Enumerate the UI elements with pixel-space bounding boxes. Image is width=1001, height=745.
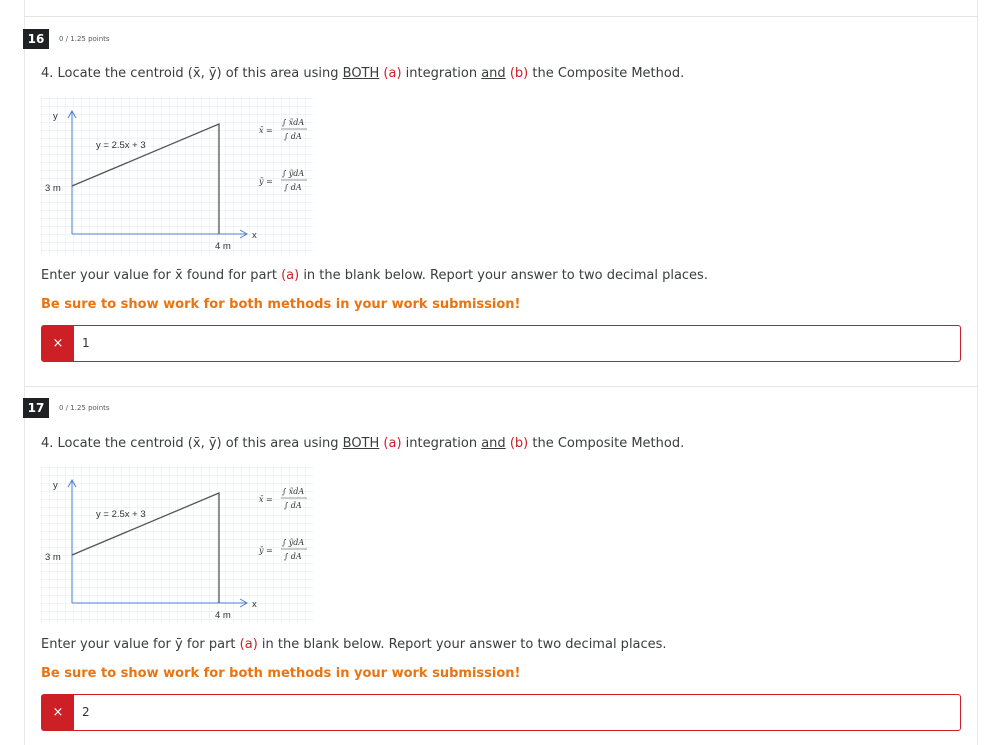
work-warning: Be sure to show work for both methods in your work submission!: [41, 666, 521, 681]
answer-value[interactable]: 1: [82, 336, 90, 350]
instruction-suffix: in the blank below. Report your answer to two decimal places.: [257, 637, 667, 652]
y-axis-label: y: [53, 111, 58, 122]
answer-input[interactable]: [41, 325, 961, 362]
line-equation-label: y = 2.5x + 3: [96, 509, 146, 520]
instruction-text: [41, 268, 708, 283]
incorrect-icon: ×: [42, 695, 74, 730]
prompt-suffix: the Composite Method.: [528, 66, 685, 81]
xbar-lhs: x̄ =: [259, 495, 273, 504]
question-number: 17: [23, 398, 49, 418]
prompt-integration: integration: [401, 436, 482, 451]
instruction-part: (a): [239, 637, 258, 652]
prompt-both: BOTH: [342, 66, 380, 81]
grid-background: [41, 467, 313, 623]
width-label: 4 m: [215, 241, 231, 252]
prompt-part-b: (b): [509, 66, 529, 81]
instruction-prefix: Enter your value for x̄ found for part: [41, 268, 282, 283]
answer-input[interactable]: [41, 694, 961, 731]
question-divider: [24, 386, 978, 387]
instruction-suffix: in the blank below. Report your answer to two decimal places.: [299, 268, 708, 283]
question-divider: [24, 16, 978, 17]
prompt-prefix: 4. Locate the centroid (x̄, ȳ) of this area using: [41, 436, 343, 451]
width-label: 4 m: [215, 610, 231, 621]
prompt-prefix: 4. Locate the centroid (x̄, ȳ) of this area using: [41, 66, 343, 81]
xbar-lhs: x̄ =: [259, 126, 273, 135]
question-prompt: [41, 436, 684, 451]
prompt-part-b: (b): [509, 436, 529, 451]
centroid-diagram: [41, 467, 313, 623]
question-points: 0 / 1.25 points: [59, 404, 110, 412]
work-warning: Be sure to show work for both methods in your work submission!: [41, 297, 521, 312]
grid-background: [41, 98, 313, 254]
ybar-denominator: ∫ dA: [284, 183, 302, 192]
ybar-lhs: ȳ =: [259, 546, 273, 555]
centroid-diagram: [41, 98, 313, 254]
question-points: 0 / 1.25 points: [59, 35, 110, 43]
xbar-denominator: ∫ dA: [284, 132, 302, 141]
prompt-suffix: the Composite Method.: [528, 436, 685, 451]
x-axis-label: x: [252, 599, 257, 610]
xbar-numerator: ∫ x̃dA: [282, 487, 305, 496]
instruction-part: (a): [281, 268, 300, 283]
centroid-figure: [41, 98, 313, 254]
prompt-part-a: (a): [383, 436, 402, 451]
prompt-both: BOTH: [342, 436, 380, 451]
instruction-text: [41, 637, 667, 652]
ybar-numerator: ∫ ỹdA: [282, 538, 305, 547]
prompt-and: and: [481, 436, 506, 451]
ybar-lhs: ȳ =: [259, 177, 273, 186]
answer-value[interactable]: 2: [82, 705, 90, 719]
y-intercept-label: 3 m: [45, 183, 61, 194]
ybar-denominator: ∫ dA: [284, 552, 302, 561]
incorrect-icon: ×: [42, 326, 74, 361]
prompt-part-a: (a): [383, 66, 402, 81]
instruction-prefix: Enter your value for ȳ for part: [41, 637, 240, 652]
prompt-integration: integration: [401, 66, 482, 81]
ybar-numerator: ∫ ỹdA: [282, 169, 305, 178]
y-axis-label: y: [53, 480, 58, 491]
xbar-numerator: ∫ x̃dA: [282, 118, 305, 127]
x-axis-label: x: [252, 230, 257, 241]
question-number: 16: [23, 29, 49, 49]
prompt-and: and: [481, 66, 506, 81]
line-equation-label: y = 2.5x + 3: [96, 140, 146, 151]
question-prompt: [41, 66, 684, 81]
xbar-denominator: ∫ dA: [284, 501, 302, 510]
centroid-figure: [41, 467, 313, 623]
y-intercept-label: 3 m: [45, 552, 61, 563]
